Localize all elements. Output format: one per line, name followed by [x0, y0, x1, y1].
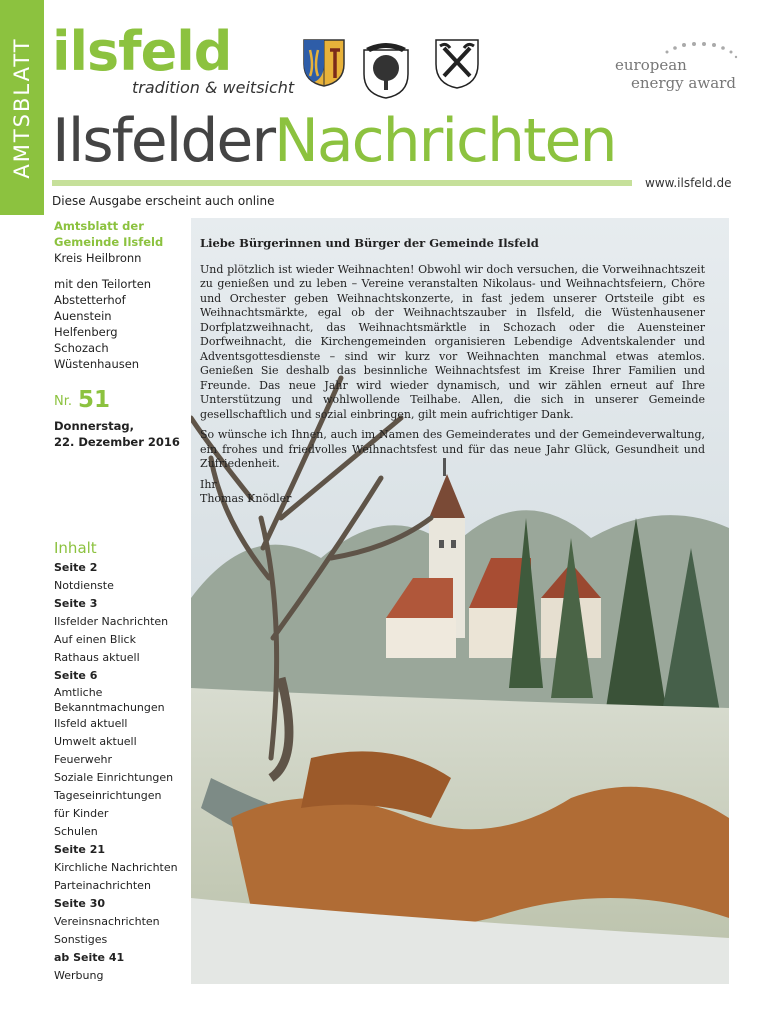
award-line-2: energy award	[631, 74, 736, 92]
title-underline	[52, 180, 632, 186]
mayor-letter	[200, 236, 705, 513]
districts-intro: mit den Teilorten	[54, 277, 152, 291]
european-energy-award-logo	[612, 40, 742, 100]
district-item: Schozach	[54, 341, 109, 355]
issue-date	[54, 418, 184, 450]
contents-item[interactable]: Sonstiges	[54, 933, 108, 946]
ilsfeld-logo: ilsfeld	[52, 22, 232, 78]
contents-page-ref[interactable]: Seite 30	[54, 897, 106, 910]
contents-item[interactable]: Werbung	[54, 969, 104, 982]
title-part-1: Ilsfelder	[52, 106, 274, 176]
table-of-contents	[54, 539, 184, 985]
sidebar-info	[54, 218, 184, 450]
letter-signature: Thomas Knödler	[200, 492, 292, 505]
issue-label: Nr.	[54, 394, 73, 409]
tagline: tradition & weitsicht	[132, 78, 295, 97]
contents-item[interactable]: Ilsfelder Nachrichten	[54, 615, 169, 628]
district-item: Abstetterhof	[54, 293, 126, 307]
contents-item[interactable]: Schulen	[54, 825, 98, 838]
contents-item[interactable]: Soziale Einrichtungen	[54, 771, 174, 784]
contents-item[interactable]: Auf einen Blick	[54, 633, 136, 646]
newspaper-title	[52, 104, 616, 178]
contents-page-ref[interactable]: ab Seite 41	[54, 951, 125, 964]
contents-item[interactable]: Rathaus aktuell	[54, 651, 140, 664]
district: Kreis Heilbronn	[54, 251, 142, 265]
award-line-1: european	[615, 56, 687, 74]
date-line-2: 22. Dezember 2016	[54, 435, 180, 449]
crossed-tools-crest-icon	[434, 38, 480, 90]
coat-of-arms-icon	[302, 38, 346, 88]
contents-page-ref[interactable]: Seite 2	[54, 561, 98, 574]
contents-page-ref[interactable]: Seite 6	[54, 669, 98, 682]
title-part-2: Nachrichten	[274, 106, 616, 176]
issue-number	[54, 387, 184, 413]
contents-item[interactable]: Umwelt aktuell	[54, 735, 137, 748]
letter-heading: Liebe Bürgerinnen und Bürger der Gemeinde Ilsfeld	[200, 236, 539, 250]
letter-paragraph-2: So wünsche ich Ihnen, auch im Namen des Gemeinderates und der Gemeindeverwaltung, ein frohes und friedvolles Weihnachtsfest und für das neue Jahr Glück, Gesundheit und Zufriedenheit.	[200, 428, 705, 470]
contents-item[interactable]: Vereinsnachrichten	[54, 915, 160, 928]
amtsblatt-side-banner	[0, 0, 44, 215]
contents-item[interactable]: Tageseinrichtungen für Kinder	[54, 789, 162, 820]
contents-item[interactable]: Ilsfeld aktuell	[54, 717, 128, 730]
district-item: Helfenberg	[54, 325, 118, 339]
contents-item[interactable]: Kirchliche Nachrichten	[54, 861, 178, 874]
contents-heading: Inhalt	[54, 539, 97, 557]
date-line-1: Donnerstag,	[54, 419, 134, 433]
district-item: Wüstenhausen	[54, 357, 140, 371]
contents-item[interactable]: Parteinachrichten	[54, 879, 151, 892]
publisher-line-2: Gemeinde Ilsfeld	[54, 235, 164, 249]
letter-paragraph-1: Und plötzlich ist wieder Weihnachten! Obwohl wir doch versuchen, die Vorweihnachtszeit zu genießen und zu leben – Vereine veranstalten Nikolaus- und Weihnachtsfeiern, Chöre und Orchester geben Weihnachtskonzerte, in fast jedem unserer Ortsteile gibt es Weihnachtsmärkte, egal ob der Weihnachtszauber in Ilsfeld, die Wüstenhausener Dorfplatzweihnacht, das Weihnachtsmärktle in Schozach oder die Auensteiner Dorfweihnacht, die Kirchengemeinden organisieren Lebendige Adventskalender und Adventsgottesdienste – sind wir kurz vor Weihnachten manchmal etwas atemlos. Genießen Sie deshalb das besinnliche Weihnachtsfest im Kreise Ihrer Familien und Freunde. Das neue Jahr wird wieder dynamisch, und wir zählen erneut auf Ihre Unterstützung und wohlwollende Teilhabe. Allen, die sich in unserer Gemeinde gesellschaftlich und sozial einbringen, gilt mein aufrichtiger Dank.	[200, 262, 705, 421]
district-item: Auenstein	[54, 309, 112, 323]
contents-page-ref[interactable]: Seite 3	[54, 597, 98, 610]
contents-item[interactable]: Amtliche Bekanntmachungen	[54, 686, 165, 714]
letter-closing: Ihr	[200, 477, 217, 491]
issue-value: 51	[78, 387, 111, 413]
contents-item[interactable]: Notdienste	[54, 579, 114, 592]
online-note: Diese Ausgabe erscheint auch online	[52, 194, 275, 208]
contents-item[interactable]: Feuerwehr	[54, 753, 113, 766]
oak-crest-icon	[362, 38, 410, 100]
contents-page-ref[interactable]: Seite 21	[54, 843, 106, 856]
amtsblatt-label: AMTSBLATT	[10, 36, 34, 179]
publisher-line-1: Amtsblatt der	[54, 219, 144, 233]
website-url[interactable]: www.ilsfeld.de	[645, 176, 732, 190]
